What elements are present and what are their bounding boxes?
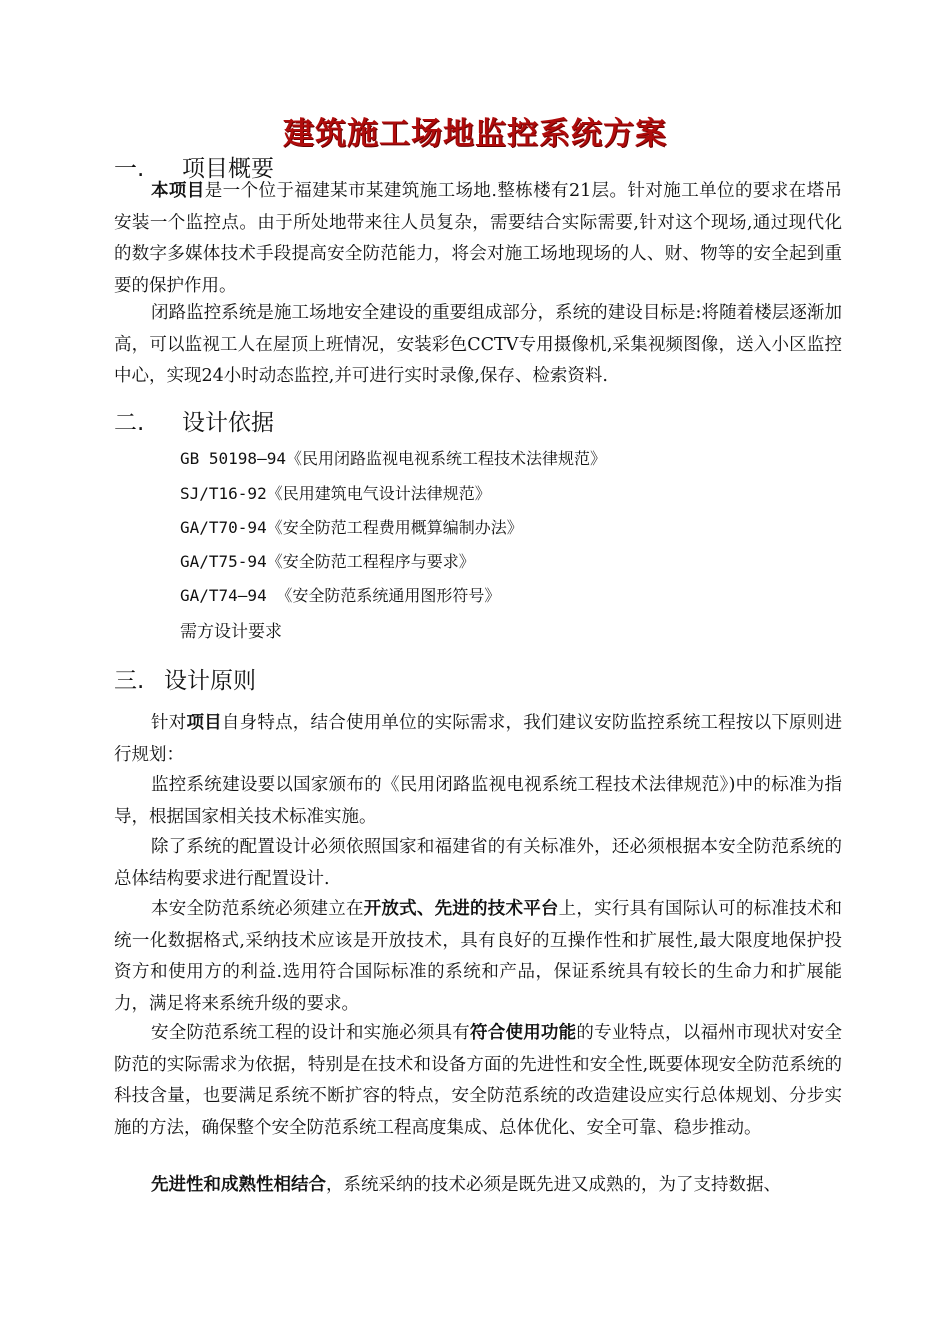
section-1-title: 项目概要 <box>182 156 274 182</box>
bold-term: 项目 <box>186 713 222 733</box>
bold-term: 先进性和成熟性相结合 <box>151 1175 326 1195</box>
reference-standard: GA/T75-94《安全防范工程程序与要求》 <box>180 552 475 571</box>
section-3-paragraph-5: 安全防范系统工程的设计和实施必须具有符合使用功能的专业特点，以福州市现状对安全防范的实际需求为依据，特别是在技术和设备方面的先进性和安全性,既要体现安全防范系统的科技含量，也要满足系统不断扩容的特点，安全防范系统的改造建设应实行总体规划、分步实施的方法，确保整个安全防范系统工程高度集成、总体优化、安全可靠、稳步推动。 <box>114 1023 843 1138</box>
section-3-paragraph-3: 除了系统的配置设计必须依照国家和福建省的有关标准外，还必须根据本安全防范系统的总体结构要求进行配置设计. <box>114 837 842 889</box>
section-3-heading <box>114 662 256 695</box>
bold-term: 本项目 <box>151 181 205 201</box>
reference-standard: 需方设计要求 <box>180 622 282 642</box>
section-3-paragraph-1: 针对项目自身特点，结合使用单位的实际需求，我们建议安防监控系统工程按以下原则进行规划： <box>114 713 843 765</box>
bold-term: 开放式、先进的技术平台 <box>363 899 559 919</box>
reference-standard: GA/T74—94 《安全防范系统通用图形符号》 <box>180 586 501 605</box>
section-1-paragraph-1: 本项目是一个位于福建某市某建筑施工场地.整栋楼有21层。针对施工单位的要求在塔吊安装一个监控点。由于所处地带来往人员复杂，需要结合实际需要,针对这个现场,通过现代化的数字多媒体技术手段提高安全防范能力，将会对施工场地现场的人、财、物等的安全起到重要的保护作用。 <box>114 181 842 296</box>
section-3-paragraph-6: 先进性和成熟性相结合，系统采纳的技术必须是既先进又成熟的，为了支持数据、 <box>151 1175 781 1195</box>
section-3-paragraph-4: 本安全防范系统必须建立在开放式、先进的技术平台上，实行具有国际认可的标准技术和统一化数据格式,采纳技术应该是开放技术，具有良好的互操作性和扩展性,最大限度地保护投资方和使用方的利益.选用符合国际标准的系统和产品，保证系统具有较长的生命力和扩展能力，满足将来系统升级的要求。 <box>114 899 843 1014</box>
reference-standard: SJ/T16-92《民用建筑电气设计法律规范》 <box>180 484 491 503</box>
section-2-title: 设计依据 <box>182 410 274 436</box>
reference-standard: GB 50198—94《民用闭路监视电视系统工程技术法律规范》 <box>180 449 606 468</box>
section-1-paragraph-2: 闭路监控系统是施工场地安全建设的重要组成部分，系统的建设目标是:将随着楼层逐渐加高，可以监视工人在屋顶上班情况，安装彩色CCTV专用摄像机,采集视频图像，送入小区监控中心，实现24小时动态监控,并可进行实时录像,保存、检索资料. <box>114 303 842 386</box>
section-2-heading <box>114 404 274 437</box>
section-3-number: 三. <box>114 668 145 694</box>
section-1-number: 一. <box>114 156 145 182</box>
section-3-title: 设计原则 <box>164 668 256 694</box>
section-3-paragraph-2: 监控系统建设要以国家颁布的《民用闭路监视电视系统工程技术法律规范》)中的标准为指导，根据国家相关技术标准实施。 <box>114 775 842 827</box>
reference-standard: GA/T70-94《安全防范工程费用概算编制办法》 <box>180 518 523 537</box>
document-title: 建筑施工场地监控系统方案 <box>283 116 667 152</box>
bold-term: 符合使用功能 <box>470 1023 577 1043</box>
section-2-number: 二. <box>114 410 145 436</box>
